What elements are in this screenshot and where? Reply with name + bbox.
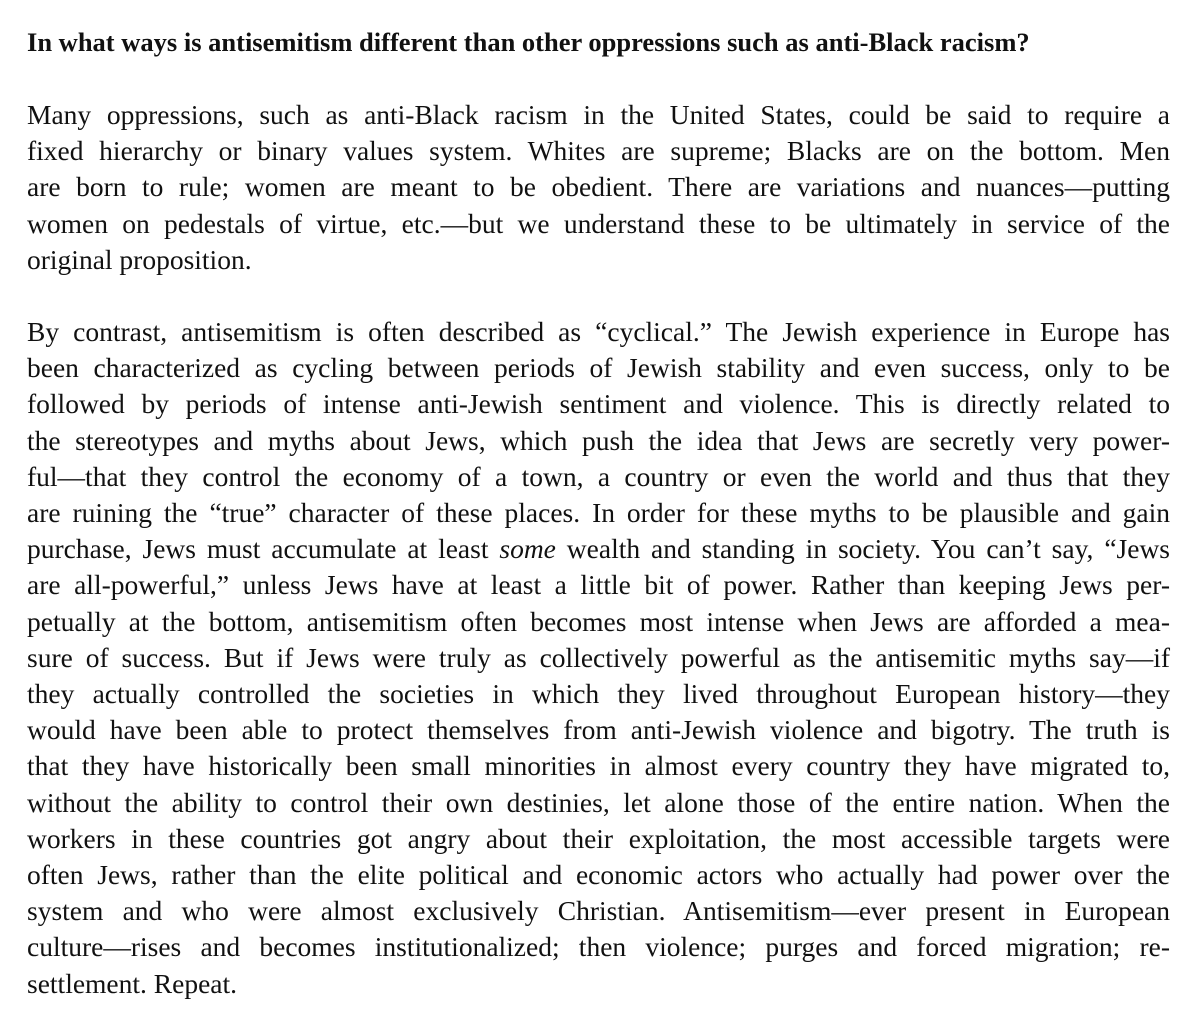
text-line: are ruining the “true” character of these places. In order for these myths to be plausible and gain [27,497,1170,529]
text-line: system and who were almost exclusively Christian. Antisemitism—ever present in European [27,895,1170,927]
text-line: By contrast, antisemitism is often described as “cyclical.” The Jewish experience in Europe has [27,316,1170,348]
text-line: are born to rule; women are meant to be obedient. There are variations and nuances—putting [27,171,1170,203]
text-line: workers in these countries got angry about their exploitation, the most accessible targets were [27,822,1170,854]
text-line: original proposition. [27,243,252,275]
section-heading: In what ways is antisemitism different than other oppressions such as anti-Black racism? [27,27,1030,57]
text-line: that they have historically been small minorities in almost every country they have migrated to, [27,750,1170,782]
paragraph-2 [27,314,1170,1002]
text-line: fixed hierarchy or binary values system. Whites are supreme; Blacks are on the bottom. Men [27,135,1170,167]
text-line: are all-powerful,” unless Jews have at least a little bit of power. Rather than keeping Jews per- [27,569,1170,601]
text-line: been characterized as cycling between periods of Jewish stability and even success, only to be [27,352,1170,384]
text-fragment: purchase, Jews must accumulate at least [27,533,500,565]
text-line: culture—rises and becomes institutionalized; then violence; purges and forced migration; re- [27,931,1170,963]
text-line: without the ability to control their own destinies, let alone those of the entire nation. When the [27,786,1170,818]
text-line: Many oppressions, such as anti-Black racism in the United States, could be said to require a [27,99,1170,130]
text-line: followed by periods of intense anti-Jewish sentiment and violence. This is directly related to [27,388,1170,420]
text-line: the stereotypes and myths about Jews, which push the idea that Jews are secretly very power- [27,424,1170,456]
text-line: petually at the bottom, antisemitism often becomes most intense when Jews are afforded a mea- [27,605,1170,637]
text-line-with-emphasis [27,531,1170,567]
text-line: they actually controlled the societies in which they lived throughout European history—they [27,678,1170,710]
emphasized-word: some [499,533,556,565]
text-fragment: wealth and standing in society. You can’t say, “Jews [555,533,1171,565]
text-line: settlement. Repeat. [27,967,237,999]
text-line: sure of success. But if Jews were truly as collectively powerful as the antisemitic myths say—if [27,641,1170,673]
text-line: women on pedestals of virtue, etc.—but we understand these to be ultimately in service of the [27,207,1170,239]
paragraph-1 [27,97,1170,278]
text-line: ful—that they control the economy of a town, a country or even the world and thus that they [27,460,1170,492]
text-line: often Jews, rather than the elite political and economic actors who actually had power over the [27,859,1170,891]
text-line: would have been able to protect themselves from anti-Jewish violence and bigotry. The truth is [27,714,1170,746]
document-page [27,24,1170,1002]
